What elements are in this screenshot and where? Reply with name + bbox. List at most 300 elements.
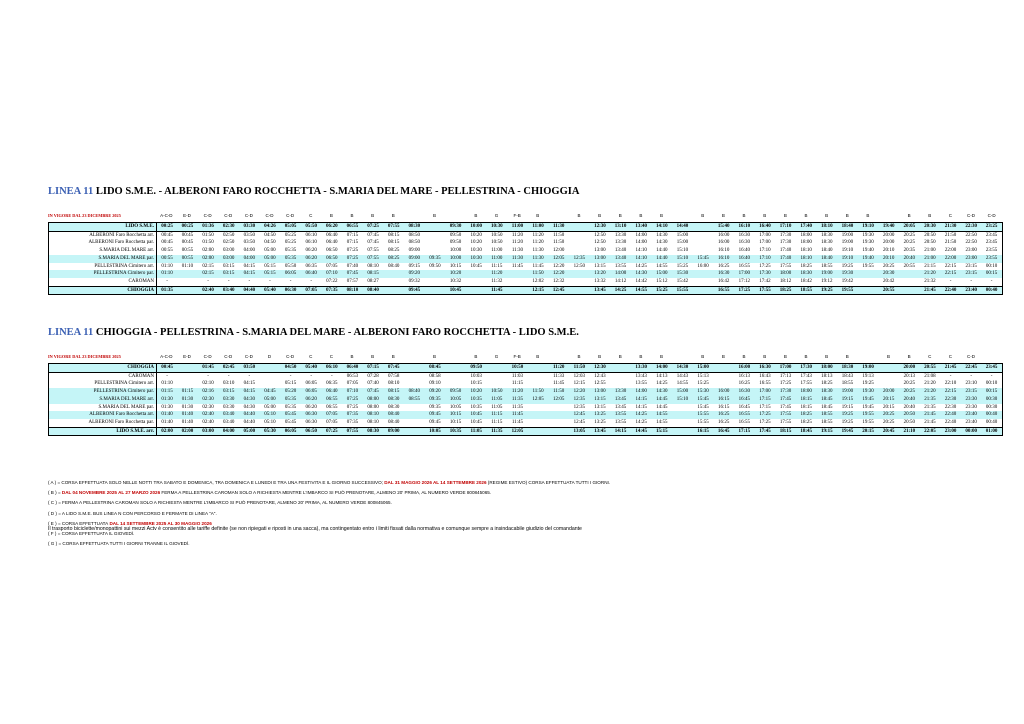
departure-time: 15:45	[693, 255, 714, 263]
departure-time	[404, 427, 425, 436]
departure-time: 12:30	[590, 223, 611, 232]
departure-time: 09:00	[408, 248, 420, 254]
departure-time: 01:30	[177, 396, 198, 404]
departure-time: 14:45	[656, 404, 668, 410]
departure-time: 21:45	[920, 411, 941, 419]
departure-time: 13:00	[590, 255, 611, 263]
departure-time: -	[157, 372, 178, 380]
departure-time: -	[982, 372, 1003, 380]
departure-time: 16:00	[697, 263, 709, 269]
trip-code: C	[329, 354, 333, 359]
departure-time: 23:45	[985, 240, 998, 246]
departure-time: 20:30	[878, 270, 899, 278]
departure-time: -	[248, 278, 251, 284]
departure-time: 19:42	[841, 278, 854, 284]
departure-time: 17:10	[755, 255, 776, 263]
departure-time: 15:12	[656, 278, 668, 284]
departure-time	[899, 278, 920, 286]
departure-time: 13:00	[594, 248, 606, 254]
departure-time: 21:20	[920, 388, 941, 396]
departure-time: 17:00	[755, 388, 776, 396]
departure-time: 12:50	[594, 240, 606, 246]
departure-time: 13:40	[631, 223, 652, 232]
departure-time: 21:45	[940, 364, 961, 373]
departure-time: 12:35	[569, 255, 590, 263]
departure-time	[260, 372, 281, 380]
departure-time: 06:20	[305, 248, 317, 254]
trip-code: C-D	[286, 213, 295, 218]
departure-time: 12:55	[594, 381, 606, 387]
departure-time: 08:30	[404, 223, 425, 232]
departure-time: 06:55	[326, 404, 338, 410]
departure-time: 00:25	[177, 223, 198, 232]
departure-time: 02:45	[218, 364, 239, 373]
departure-time: 17:42	[759, 278, 771, 284]
departure-time: 06:05	[280, 270, 301, 278]
departure-time: 11:50	[548, 388, 569, 396]
departure-time: 17:55	[800, 381, 812, 387]
departure-time	[404, 419, 425, 427]
departure-time: 13:45	[590, 427, 611, 436]
departure-time: 14:10	[635, 248, 647, 254]
departure-time: 12:45	[573, 419, 585, 425]
departure-time	[693, 239, 714, 247]
departure-time: 01:10	[157, 270, 178, 278]
departure-time: 07:10	[322, 270, 343, 278]
trip-code: C-D	[987, 213, 996, 218]
departure-time: 01:40	[181, 419, 194, 425]
line-label: LINEA 11	[48, 186, 94, 197]
departure-time: 21:15	[924, 263, 936, 269]
departure-time: 01:10	[161, 381, 173, 387]
departure-time: 01:50	[198, 231, 219, 239]
departure-time: 20:50	[903, 419, 915, 425]
departure-time: 18:13	[817, 372, 838, 380]
trip-code: B	[350, 354, 354, 359]
departure-time: 21:50	[944, 240, 957, 246]
departure-time	[487, 372, 508, 380]
departure-time: 23:45	[982, 231, 1003, 239]
departure-time	[713, 364, 734, 373]
departure-time: 07:55	[363, 255, 384, 263]
departure-time: 04:15	[239, 270, 260, 278]
departure-time	[878, 364, 899, 373]
departure-time: 02:30	[202, 404, 214, 410]
footnote: ( G ) = CORSA EFFETTUATA TUTTI I GIORNI TRANNE IL GIOVEDÌ.	[48, 541, 190, 547]
departure-time: 07:15	[342, 231, 363, 239]
departure-time: 09:35	[429, 404, 441, 410]
departure-time: 01:50	[202, 240, 214, 246]
departure-time: 19:00	[837, 231, 858, 239]
departure-time: 07:25	[322, 427, 343, 436]
departure-time: 11:05	[491, 404, 503, 410]
departure-time: 17:00	[775, 364, 796, 373]
departure-time: 04:30	[239, 396, 260, 404]
departure-time	[713, 380, 734, 388]
departure-time: 10:35	[445, 427, 466, 436]
departure-time: 20:25	[899, 231, 920, 239]
departure-time: 09:10	[429, 381, 441, 387]
departure-time	[528, 372, 549, 380]
departure-time: 20:55	[920, 364, 941, 373]
departure-time: 19:25	[841, 263, 854, 269]
departure-time: 12:45	[548, 286, 569, 295]
departure-time: 16:55	[713, 286, 734, 295]
departure-time: 04:50	[260, 231, 281, 239]
table-row	[49, 286, 1003, 295]
departure-time: 16:10	[717, 248, 730, 254]
trip-code: B	[371, 354, 375, 359]
route-label: LIDO S.M.E. - ALBERONI FARO ROCCHETTA - S.MARIA DEL MARE - PELLESTRINA - CHIOGGIA	[95, 186, 580, 197]
departure-time: 01:10	[161, 263, 173, 269]
trip-code: B	[598, 354, 602, 359]
departure-time: 16:00	[717, 240, 730, 246]
departure-time: -	[310, 278, 313, 284]
departure-time: 14:40	[672, 223, 693, 232]
table-row	[49, 231, 1003, 239]
departure-time: 03:00	[222, 248, 235, 254]
departure-time: 21:35	[924, 404, 936, 410]
trip-code: B	[907, 213, 911, 218]
departure-time: 19:00	[858, 364, 879, 373]
trip-code: C	[309, 354, 313, 359]
departure-time: 14:55	[631, 286, 652, 295]
departure-time: 04:00	[243, 248, 255, 254]
departure-time: 23:55	[985, 248, 998, 254]
departure-time: 20:25	[903, 240, 915, 246]
departure-time: 06:40	[301, 270, 322, 278]
departure-time: 00:45	[181, 240, 194, 246]
departure-time: 10:15	[470, 381, 482, 387]
departure-time: 20:40	[899, 255, 920, 263]
departure-time: 20:15	[858, 427, 879, 436]
departure-time: 16:42	[717, 278, 730, 284]
departure-time: 11:33	[548, 372, 569, 380]
departure-time: 05:45	[284, 419, 297, 425]
departure-time: 09:50	[445, 388, 466, 396]
departure-time	[507, 270, 528, 278]
departure-time: 20:10	[882, 248, 895, 254]
departure-time	[548, 404, 569, 412]
departure-time: 08:15	[383, 231, 404, 239]
departure-time: 07:25	[346, 248, 359, 254]
departure-time: 07:05	[346, 381, 359, 387]
table-row	[49, 411, 1003, 419]
departure-time: 10:45	[445, 286, 466, 295]
departure-time: 07:25	[346, 404, 359, 410]
departure-time: 02:40	[198, 411, 219, 419]
departure-time	[528, 427, 549, 436]
departure-time: 04:50	[280, 364, 301, 373]
departure-time: 22:40	[940, 411, 961, 419]
departure-time: 17:25	[779, 381, 792, 387]
departure-time: 03:30	[239, 223, 260, 232]
departure-time	[404, 404, 425, 412]
departure-time: 17:25	[759, 263, 771, 269]
departure-time: 23:15	[961, 270, 982, 278]
departure-time: 10:15	[449, 419, 462, 425]
departure-time: 13:45	[614, 404, 627, 410]
departure-time: 14:10	[652, 223, 673, 232]
departure-time: 13:30	[614, 240, 627, 246]
departure-time: 00:55	[157, 255, 178, 263]
departure-time: 05:00	[264, 248, 276, 254]
departure-time: 18:30	[821, 240, 833, 246]
departure-time: 13:55	[614, 263, 627, 269]
departure-time: 08:50	[404, 231, 425, 239]
departure-time: 18:00	[800, 240, 812, 246]
trip-code: B	[577, 213, 581, 218]
departure-time: 19:30	[858, 231, 879, 239]
trip-code: B	[391, 354, 395, 359]
departure-time: 14:30	[652, 388, 673, 396]
departure-time: 14:00	[631, 388, 652, 396]
departure-time	[672, 419, 693, 427]
departure-time	[445, 364, 466, 373]
departure-time: 08:40	[404, 388, 425, 396]
trip-code: B	[742, 213, 746, 218]
departure-time	[260, 380, 281, 388]
trip-code: C-D	[967, 213, 976, 218]
departure-time: 15:45	[693, 396, 714, 404]
departure-time: 01:36	[198, 223, 219, 232]
departure-time: 17:15	[734, 427, 755, 436]
departure-time: 07:25	[342, 255, 363, 263]
departure-time: 11:50	[569, 364, 590, 373]
departure-time: 15:42	[676, 278, 689, 284]
departure-time: 19:00	[817, 270, 838, 278]
departure-time: 12:00	[552, 248, 565, 254]
departure-time: 20:15	[882, 404, 895, 410]
departure-time: 01:30	[181, 404, 194, 410]
departure-time: 00:55	[181, 248, 194, 254]
departure-time: 01:40	[157, 411, 178, 419]
departure-time: 08:10	[387, 381, 400, 387]
departure-time: 01:40	[161, 419, 173, 425]
departure-time: 23:10	[965, 381, 977, 387]
departure-time	[610, 380, 631, 388]
departure-time: 15:55	[693, 411, 714, 419]
departure-time: 18:45	[796, 427, 817, 436]
bike-note: Il trasporto biciclette/monopattini sui mezzi Actv è consentito alle tariffe definite (se non ripiegati e riposti in una sacca), ma contingentato entro i limiti fissati dalla normativa e comunque sempre a insindacabile giudizio del comandante	[48, 526, 582, 532]
departure-time: 11:20	[507, 388, 528, 396]
departure-time: 15:45	[697, 404, 709, 410]
departure-time: 13:43	[631, 372, 652, 380]
departure-time	[487, 364, 508, 373]
departure-time: 04:15	[243, 263, 255, 269]
departure-time	[569, 247, 590, 255]
trip-code: B	[639, 354, 643, 359]
departure-time: 11:50	[528, 270, 549, 278]
departure-time: 06:05	[280, 427, 301, 436]
departure-time: 16:40	[738, 248, 750, 254]
departure-time: 01:10	[181, 263, 194, 269]
trip-code: B	[845, 354, 849, 359]
departure-time	[548, 419, 569, 427]
departure-time: 03:50	[239, 364, 260, 373]
departure-time: 23:55	[982, 255, 1003, 263]
departure-time	[569, 223, 590, 232]
departure-time	[569, 239, 590, 247]
departure-time: 05:45	[280, 411, 301, 419]
trip-code: E-D	[183, 213, 191, 218]
departure-time: 20:40	[899, 396, 920, 404]
trip-code: B	[660, 354, 664, 359]
departure-time: 19:55	[862, 419, 874, 425]
departure-time: 12:43	[590, 372, 611, 380]
departure-time	[425, 231, 446, 239]
stop-name: CAROMAN	[49, 278, 157, 286]
departure-time	[528, 364, 549, 373]
departure-time: 05:00	[264, 404, 276, 410]
departure-time: 20:50	[920, 231, 941, 239]
departure-time: 18:30	[817, 231, 838, 239]
departure-time: 22:30	[940, 396, 961, 404]
departure-time	[487, 380, 508, 388]
trip-code: B	[866, 213, 870, 218]
departure-time: 19:10	[858, 223, 879, 232]
departure-time: 20:25	[899, 388, 920, 396]
departure-time: 05:25	[284, 240, 297, 246]
departure-time: 17:40	[775, 255, 796, 263]
departure-time: 18:40	[821, 248, 833, 254]
departure-time: 05:10	[264, 419, 276, 425]
departure-time: 22:15	[940, 388, 961, 396]
departure-time: 11:45	[487, 286, 508, 295]
departure-time: 13:30	[631, 364, 652, 373]
departure-time	[569, 270, 590, 278]
departure-time: 18:10	[800, 248, 812, 254]
validity-label: IN VIGORE DAL 23 DICEMBRE 2025	[48, 213, 121, 218]
departure-time: 11:20	[528, 231, 549, 239]
departure-time: 10:35	[466, 396, 487, 404]
departure-time: 02:30	[198, 396, 219, 404]
trip-code: B	[371, 213, 375, 218]
departure-time: 11:15	[511, 381, 524, 387]
departure-time: 07:15	[363, 364, 384, 373]
departure-time: 14:30	[652, 231, 673, 239]
departure-time: 14:25	[635, 419, 647, 425]
stop-name: LIDO S.M.E. arr.	[49, 427, 157, 436]
departure-time	[858, 278, 879, 286]
stop-name: PELLESTRINA Cimitero par.	[49, 270, 157, 278]
departure-time: 13:25	[594, 419, 606, 425]
table-row	[49, 255, 1003, 263]
departure-time: 18:55	[817, 411, 838, 419]
departure-time: 05:05	[280, 223, 301, 232]
stop-name: CHIOGGIA	[49, 364, 157, 373]
departure-time: 18:40	[837, 223, 858, 232]
departure-time: 10:03	[466, 372, 487, 380]
departure-time: 10:50	[507, 364, 528, 373]
departure-time: 06:55	[342, 223, 363, 232]
departure-time: 18:55	[796, 286, 817, 295]
departure-time: 18:42	[800, 278, 812, 284]
departure-time: 15:30	[693, 388, 714, 396]
validity-label: IN VIGORE DAL 23 DICEMBRE 2025	[48, 354, 121, 359]
departure-time: 06:35	[326, 381, 338, 387]
departure-time: 19:45	[837, 427, 858, 436]
line-label: LINEA 11	[48, 327, 94, 338]
departure-time: 22:00	[944, 248, 957, 254]
departure-time	[713, 372, 734, 380]
departure-time: 13:55	[610, 411, 631, 419]
departure-time: 09:15	[408, 263, 420, 269]
departure-time: 02:40	[198, 286, 219, 295]
departure-time: 14:55	[656, 263, 668, 269]
departure-time: 10:32	[449, 278, 462, 284]
departure-time: 09:45	[425, 411, 446, 419]
footnote: ( E ) = CORSA EFFETTUATA DAL 14 SETTEMBRE 2025 AL 30 MAGGIO 2026	[48, 520, 212, 526]
departure-time: 19:00	[837, 388, 858, 396]
departure-time	[425, 270, 446, 278]
departure-time: 08:00	[367, 404, 379, 410]
departure-time: 07:45	[342, 270, 363, 278]
departure-time: 14:13	[652, 372, 673, 380]
departure-time: 02:10	[202, 381, 214, 387]
departure-time: 20:50	[924, 240, 936, 246]
departure-time: 14:25	[635, 263, 647, 269]
departure-time	[466, 278, 487, 286]
departure-time	[177, 372, 198, 380]
footnote: ( D ) = A LIDO S.M.E. BUS LINEA N CON PERCORSO E FERMATE DI LINEA "A".	[48, 510, 217, 516]
timetable-return	[48, 363, 1003, 436]
departure-time: 21:10	[899, 427, 920, 436]
departure-time	[693, 270, 714, 278]
departure-time: 05:35	[284, 248, 297, 254]
trip-code: B	[804, 213, 808, 218]
departure-time: 13:32	[594, 278, 606, 284]
trip-code: B	[825, 213, 829, 218]
departure-time: 14:30	[672, 364, 693, 373]
departure-time: 10:20	[445, 270, 466, 278]
departure-time: 22:15	[940, 270, 961, 278]
departure-time: 18:25	[821, 381, 833, 387]
departure-time: 06:40	[342, 364, 363, 373]
departure-time: 07:05	[322, 411, 343, 419]
trip-code: C-D	[203, 213, 212, 218]
departure-time: 05:35	[284, 404, 297, 410]
trip-code: B	[329, 213, 333, 218]
departure-time: 02:00	[157, 427, 178, 436]
departure-time: 17:40	[796, 223, 817, 232]
departure-time: 20:50	[899, 411, 920, 419]
departure-time	[548, 427, 569, 436]
departure-time: 05:15	[284, 381, 297, 387]
departure-time: 07:35	[346, 419, 359, 425]
departure-time: 07:55	[342, 427, 363, 436]
trip-code: B	[536, 354, 540, 359]
departure-time: 08:15	[387, 240, 400, 246]
trip-code: C-D	[967, 354, 976, 359]
departure-time	[260, 364, 281, 373]
departure-time: 00:45	[161, 240, 173, 246]
departure-time: 11:00	[528, 223, 549, 232]
departure-time	[177, 380, 198, 388]
departure-time: 20:30	[920, 223, 941, 232]
departure-time: 16:55	[738, 419, 750, 425]
trip-codes-header	[48, 213, 1002, 220]
departure-time: 09:45	[429, 419, 441, 425]
departure-time: 17:30	[775, 231, 796, 239]
departure-time: 10:30	[470, 248, 482, 254]
stop-name: S.MARIA DEL MARE par.	[49, 404, 157, 412]
departure-time: 17:45	[779, 404, 792, 410]
departure-time: 17:25	[755, 411, 776, 419]
departure-time: 23:15	[965, 263, 977, 269]
departure-time: 08:45	[425, 364, 446, 373]
table-row	[49, 396, 1003, 404]
